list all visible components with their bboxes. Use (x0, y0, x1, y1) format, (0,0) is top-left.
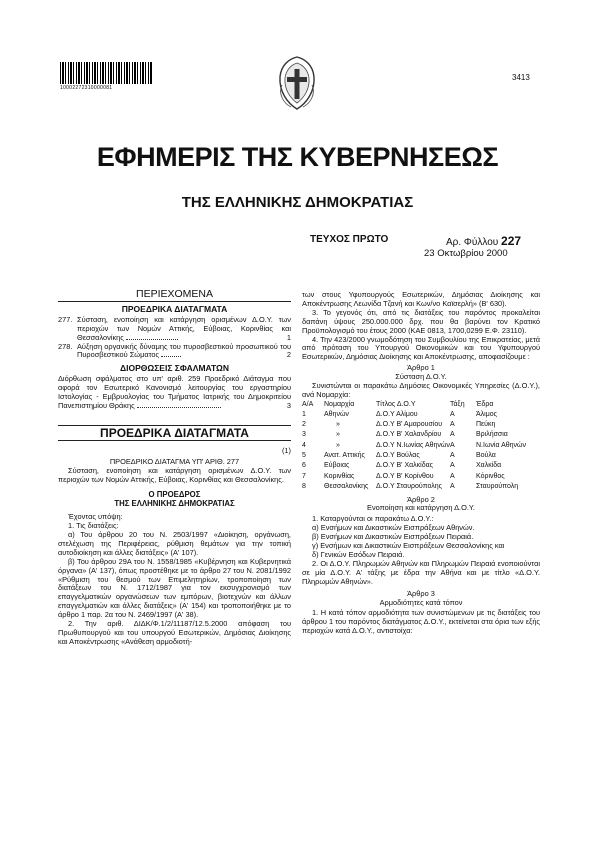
table-cell: Θεσσαλονίκης (324, 482, 369, 490)
table-cell: Δ.Ο.Υ Β' Αμαρουσίου (376, 421, 443, 429)
table-cell: » (336, 441, 340, 449)
paragraph: 3. Το γεγονός ότι, από τις διατάξεις του παρόντος προκαλείται δαπάνη ύψους 250.000.000 δρχ. που θα βαρύνει τον Κρατικό Προϋπολογισμό του έτους 2000 (ΚΑΕ 0813, 1700,0299 Ε.Φ. 23110). (302, 307, 540, 335)
gazette-title: ΕΦΗΜΕΡΙΣ ΤΗΣ ΚΥΒΕΡΝΗΣΕΩΣ (96, 142, 499, 172)
table-cell: Δ.Ο.Υ Σταυρούπολης (376, 482, 442, 490)
table-cell: 3 (302, 431, 306, 439)
table-row (302, 410, 540, 420)
right-column (302, 291, 540, 636)
paragraph: α) Ενσήμων και Δικαστικών Εισπράξεων Αθηνών. (312, 523, 475, 533)
toc-item-page: 1 (286, 332, 291, 342)
table-row (302, 431, 540, 441)
table-cell: Α (450, 452, 455, 460)
table-cell: 7 (302, 472, 306, 480)
table-header-row (302, 400, 540, 410)
table-cell: Κόρινθος (476, 472, 505, 480)
tax-office-table (302, 400, 540, 493)
page-number: 3413 (512, 73, 530, 82)
issue-label: ΤΕΥΧΟΣ ΠΡΩΤΟ (310, 234, 389, 245)
table-cell: Χαλκίδα (476, 462, 502, 470)
toc-divider (58, 301, 291, 302)
table-cell: Πεύκη (476, 421, 496, 429)
table-cell: Α (450, 462, 455, 470)
toc-item[interactable] (58, 343, 291, 361)
paragraph: δ) Γενικών Εσόδων Πειραιά. (312, 549, 405, 559)
decree-number: ΠΡΟΕΔΡΙΚΟ ΔΙΑΤΑΓΜΑ ΥΠ' ΑΡΙΘ. 277 (109, 456, 240, 466)
table-cell: 8 (302, 482, 306, 490)
table-cell: Δ.Ο.Υ Ν.Ιωνίας Αθηνών (376, 441, 450, 449)
table-row (302, 482, 540, 492)
table-row (302, 451, 540, 461)
toc-section-decrees: ΠΡΟΕΔΡΙΚΑ ΔΙΑΤΑΓΜΑΤΑ (121, 303, 228, 314)
table-header: Τάξη (450, 400, 465, 408)
table-header: Α/Α (302, 400, 314, 408)
paragraph: γ) Ενσήμων και Δικαστικών Εισπράξεων Θεσσαλονίκης και (312, 541, 505, 551)
table-cell: Βριλήσσια (476, 431, 508, 439)
paragraph: β) Ενσήμων και Δικαστικών Εισπράξεων Πειραιά. (312, 532, 474, 542)
paragraph: 2. Την αριθ. ΔΙΔΚ/Φ.1/2/11187/12.5.2000 απόφαση του Πρωθυπουργού και του υπουργού Εσωτερικών, Δημόσιας Διοίκησης και Αποκέντρωσης «Ανάθεση αρμοδιοτή- (58, 619, 291, 646)
gazette-subtitle: ΤΗΣ ΕΛΛΗΝΙΚΗΣ ΔΗΜΟΚΡΑΤΙΑΣ (181, 194, 414, 211)
table-cell: Αθηνών (324, 410, 349, 418)
table-row (302, 462, 540, 472)
table-cell: Βούλα (476, 452, 496, 460)
decree-marker: (1) (281, 445, 291, 455)
sheet-label-text: Αρ. Φύλλου (446, 237, 499, 248)
table-cell: 4 (302, 441, 306, 449)
table-cell: Ανατ. Αττικής (324, 452, 365, 460)
article-2-title: Ενοποίηση και κατάργηση Δ.Ο.Υ. (367, 503, 475, 513)
paragraph: 4. Την 423/2000 γνωμοδότηση του Συμβουλίου της Επικρατείας, μετά από πρόταση του Υπουργού Οικονομικών και του Υφυπουργού Εσωτερικών, Δημόσιας Διοίκησης και Αποκέντρωσης, αποφασίζουμε : (302, 334, 540, 362)
having-regard: Έχοντας υπόψη: (68, 512, 123, 522)
table-cell: Δ.Ο.Υ Β' Χαλκίδας (376, 462, 434, 470)
table-cell: Α (450, 431, 455, 439)
toc-item-number: 277. (58, 314, 73, 324)
barcode (60, 62, 152, 84)
toc-item-page: 2 (286, 350, 291, 360)
table-row (302, 472, 540, 482)
publication-date: 23 Οκτωβρίου 2000 (424, 248, 508, 259)
toc-item-page: 3 (286, 400, 291, 410)
decree-subject: Σύσταση, ενοποίηση και κατάργηση ορισμένων Δ.Ο.Υ. των περιοχών των Νομών Αττικής, Εύβοιας, Κορινθίας και Θεσσαλονίκης. (58, 465, 291, 484)
table-cell: Άλιμος (476, 410, 498, 418)
section-divider (58, 440, 291, 441)
table-cell: 5 (302, 452, 306, 460)
table-cell: » (336, 421, 340, 429)
table-header: Τίτλος Δ.Ο.Υ (376, 400, 416, 408)
paragraph: 1. Τις διατάξεις: (68, 521, 119, 531)
table-cell: Α (450, 441, 455, 449)
sheet-number: 227 (501, 234, 522, 248)
table-cell: Δ.Ο.Υ Β' Χαλανδρίου (376, 431, 442, 439)
article-3-heading: Άρθρο 3 (407, 588, 435, 598)
table-cell: » (336, 431, 340, 439)
paragraph: α) Του άρθρου 20 του Ν. 2503/1997 «Διοίκηση, οργάνωση, στελέχωση της Περιφέρειας, ρύθμιση θεμάτων για την τοπική αυτοδιοίκηση και άλλες διατάξεις» (Α' 107). (58, 530, 291, 557)
table-cell: Α (450, 410, 455, 418)
paragraph: 2. Οι Δ.Ο.Υ. Πληρωμών Αθηνών και Πληρωμών Πειραιά ενοποιούνται σε μία Δ.Ο.Υ. Α' τάξης με έδρα την Αθήνα και με τίτλο «Δ.Ο.Υ. Πληρωμών Αθηνών». (302, 558, 540, 586)
paragraph: 1. Η κατά τόπον αρμοδιότητα των συνιστώμενων με τις διατάξεις του άρθρου 1 του παρόντος διατάγματος Δ.Ο.Υ., εκτείνεται στα όρια των εξής περιοχών κατά Δ.Ο.Υ., αντιστοίχα: (302, 608, 540, 636)
toc-item[interactable] (58, 375, 291, 411)
table-cell: Ν.Ιωνία Αθηνών (476, 441, 526, 449)
table-cell: Α (450, 421, 455, 429)
table-cell: Εύβοιας (324, 462, 350, 470)
table-cell: Α (450, 482, 455, 490)
president-line-2: ΤΗΣ ΕΛΛΗΝΙΚΗΣ ΔΗΜΟΚΡΑΤΙΑΣ (114, 499, 235, 509)
table-cell: 1 (302, 410, 306, 418)
toc-item-number: 278. (58, 341, 73, 351)
table-cell: 2 (302, 421, 306, 429)
toc-item[interactable] (58, 316, 291, 343)
paragraph: β) Του άρθρου 29Α του Ν. 1558/1985 «Κυβέρνηση και Κυβερνητικά όργανα» (Α' 137), όπως προστέθηκε με το άρθρο 27 του Ν. 2081/1992 «Ρύθμιση του θεσμού των Επιμελητηρίων, τροποποίηση των διατάξεων του Ν. 1712/1987 για τον εκσυγχρονισμό των επαγγελματικών οργανώσεων των εμπόρων, βιοτεχνών και άλλων επαγγελματιών και άλλες διατάξεις» (Α' 154) και τροποποιήθηκε με το άρθρο 1 παρ. 2α του Ν. 2469/1997 (Α' 38). (58, 556, 291, 620)
toc-item-text: Διόρθωση σφάλματος στο υπ' αριθ. 259 Προεδρικό Διάταγμα που αφορά τον Εσωτερικό Κανονισμό λειτουργίας του εργαστηρίου Ιστολογίας - Εμβρυολογίας του Τμήματος Ιατρικής του Δημοκριτείου Πανεπιστημίου Θράκης (58, 374, 291, 410)
paragraph: των στους Υφυπουργούς Εσωτερικών, Δημόσιας Διοίκησης και Αποκέντρωσης Λεωνίδα Τζανή και Κων/νο Καϊσερλή» (Β' 630). (302, 290, 540, 308)
sheet-number-label (446, 234, 521, 248)
table-cell: Σταυρούπολη (476, 482, 519, 490)
table-cell: 6 (302, 462, 306, 470)
table-cell: Δ.Ο.Υ Αλίμου (376, 410, 418, 418)
paragraph: 1. Καταργούνται οι παρακάτω Δ.Ο.Υ.: (312, 514, 434, 524)
president-line-1: Ο ΠΡΟΕΔΡΟΣ (148, 490, 201, 500)
barcode-number: 10002272310000081 (60, 85, 113, 91)
table-row (302, 441, 540, 451)
table-row (302, 420, 540, 430)
table-cell: Δ.Ο.Υ Β' Κορίνθου (376, 472, 434, 480)
table-cell: Α (450, 472, 455, 480)
toc-heading: ΠΕΡΙΕΧΟΜΕΝΑ (135, 288, 214, 300)
table-header: Νομαρχία (324, 400, 355, 408)
toc-item-text: Σύσταση, ενοποίηση και κατάργηση ορισμένων Δ.Ο.Υ. των περιοχών των Νομών Αττικής, Εύβοιας, Κορινθίας και Θεσσαλονίκης 1 (77, 314, 291, 342)
article-1-title: Σύσταση Δ.Ο.Υ. (395, 372, 447, 382)
paragraph: Συνιστώνται οι παρακάτω Δημόσιες Οικονομικές Υπηρεσίες (Δ.Ο.Υ.), ανά Νομαρχία: (302, 381, 540, 399)
article-1-heading: Άρθρο 1 (407, 363, 435, 373)
article-2-heading: Άρθρο 2 (407, 494, 435, 504)
article-3-title: Αρμοδιότητες κατά τόπον (379, 597, 463, 607)
table-cell: Κορινθίας (324, 472, 355, 480)
decrees-heading: ΠΡΟΕΔΡΙΚΑ ΔΙΑΤΑΓΜΑΤΑ (100, 425, 249, 440)
toc-item-text: Αύξηση οργανικής δύναμης του πυροσβεστικού προσωπικού του Πυροσβεστικού Σώματος 2 (77, 341, 291, 360)
table-header: Έδρα (476, 400, 494, 408)
coat-of-arms-icon (275, 55, 319, 111)
table-cell: Δ.Ο.Υ Βούλας (376, 452, 420, 460)
toc-section-corrections: ΔΙΟΡΘΩΣΕΙΣ ΣΦΑΛΜΑΤΩΝ (120, 363, 229, 374)
table-of-contents (58, 290, 291, 647)
